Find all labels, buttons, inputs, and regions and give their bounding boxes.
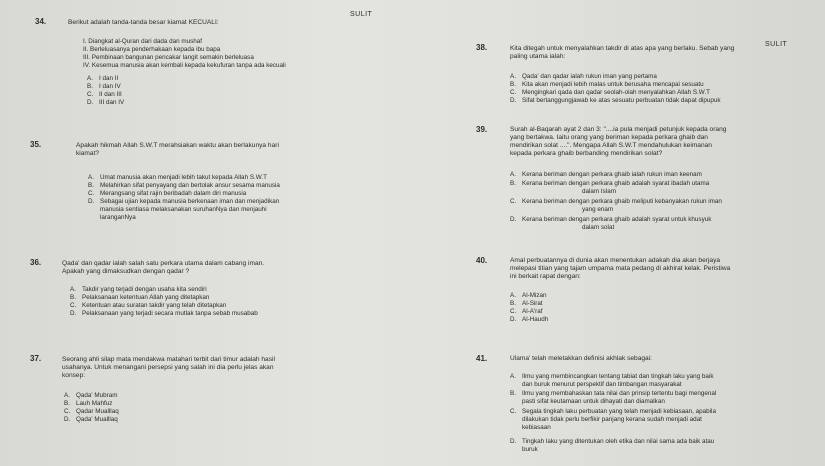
statement-item: I. Diangkat al-Quran dari dada dan mushaf	[83, 38, 203, 45]
option-text: Ilmu yang membahaskan tata nilai dan prinsip tertentu bagi mengenal	[522, 390, 717, 397]
option-text-continued: dan buruk menurut perspektif dan timbangan masyarakat	[522, 381, 682, 388]
answer-option[interactable]	[510, 89, 710, 96]
option-text-continued: dalam Islam	[582, 188, 616, 195]
option-key: D.	[70, 310, 77, 317]
option-text: Al-Mizan	[522, 292, 547, 299]
question-number: 38.	[476, 43, 488, 52]
option-key: A.	[70, 286, 76, 293]
option-key: B.	[510, 81, 516, 88]
option-text: Ilmu yang membincangkan tentang tabiat dan tingkah laku yang baik	[522, 373, 714, 380]
option-text-continued: yang enam	[582, 206, 614, 213]
answer-option[interactable]	[510, 73, 657, 80]
option-key: C.	[87, 91, 94, 98]
answer-option[interactable]	[70, 294, 209, 301]
option-key: B.	[70, 294, 76, 301]
answer-option[interactable]	[510, 390, 716, 397]
option-text: Al-Haudh	[522, 316, 549, 323]
answer-option[interactable]	[64, 392, 117, 399]
option-key: B.	[88, 182, 94, 189]
option-key: C.	[510, 89, 517, 96]
option-text: Kita akan menjadi lebih malas untuk berusaha mencapai sesuatu	[522, 81, 704, 88]
option-text: Lauh Mahfuz	[76, 400, 113, 407]
option-text: Sebagai ujian kepada manusia berkenaan iman dan menjadikan	[100, 198, 280, 205]
option-key: B.	[87, 83, 93, 90]
option-key: C.	[64, 408, 71, 415]
option-key: A.	[64, 392, 70, 399]
option-text-continued: pasti sifat keutamaan untuk dihayati dan diamalkan	[522, 398, 665, 405]
answer-option[interactable]	[510, 300, 543, 307]
option-key: A.	[510, 73, 516, 80]
option-key: B.	[510, 300, 516, 307]
option-text-continued: buruk	[522, 446, 538, 453]
question-number: 40.	[476, 256, 488, 265]
question-stem: Surah al-Baqarah ayat 2 dan 3: "....ia pula menjadi petunjuk kepada orang	[510, 126, 727, 133]
answer-option[interactable]	[510, 180, 709, 187]
question-stem: yang bertakwa. Iaitu orang yang beriman kepada perkara ghaib dan	[510, 134, 708, 141]
question-stem: melepasi titian yang tajam umpama mata pedang di akhirat kelak. Peristiwa	[510, 265, 731, 272]
question-stem: Qada' dan qadar ialah salah satu perkara utama dalam cabang iman.	[62, 260, 265, 267]
option-text: Tingkah laku yang ditentukan oleh etika dan nilai sama ada baik atau	[522, 438, 715, 445]
option-key: C.	[510, 198, 517, 205]
answer-option[interactable]	[510, 308, 542, 315]
answer-option[interactable]	[88, 182, 280, 189]
option-text-continued: manusia sentiasa melaksanakan suruhanNya dan menjauhi	[100, 206, 267, 213]
answer-option[interactable]	[510, 97, 721, 104]
question-stem: ini berkait rapat dengan:	[510, 273, 581, 280]
option-text: I dan IV	[99, 83, 121, 90]
page-header-right: SULIT	[765, 41, 788, 48]
question-stem: Amal perbuatannya di dunia akan menentukan adakah dia akan berjaya	[510, 257, 721, 264]
option-key: B.	[510, 180, 516, 187]
option-key: B.	[64, 400, 70, 407]
option-key: C.	[510, 308, 517, 315]
option-key: C.	[88, 190, 95, 197]
answer-option[interactable]	[64, 416, 118, 423]
option-text: II dan III	[99, 91, 122, 98]
option-text: Pelaksanaan ketentuan Allah yang ditetapkan	[82, 294, 210, 301]
option-text: Qada' Mualllaq	[76, 416, 118, 423]
option-text: Kerana beriman dengan perkara ghaib adalah syarat untuk khusyuk	[522, 216, 712, 223]
option-text: Pelaksanaan yang terjadi secara mutlak tanpa sebab musabab	[82, 310, 258, 317]
question-stem: kiamat?	[76, 150, 100, 157]
option-text: Kerana beriman dengan perkara ghaib ialah rukun iman keenam	[522, 171, 702, 178]
option-text: Qada' dan qadar ialah rukun iman yang pertama	[522, 73, 657, 80]
answer-option[interactable]	[70, 302, 226, 309]
question-number: 41.	[476, 354, 488, 363]
option-text: Al-A'raf	[522, 308, 543, 315]
answer-option[interactable]	[510, 171, 702, 178]
statement-item: III. Pembinaan bangunan pencakar langit semakin berleluasa	[83, 54, 254, 61]
option-key: D.	[87, 99, 94, 106]
question-stem: usahanya. Untuk menangani persepsi yang salah ini dia perlu jelas akan	[62, 364, 274, 371]
answer-option[interactable]	[510, 216, 711, 223]
question-stem: Apakah hikmah Allah S.W.T merahsiakan waktu akan berlakunya hari	[76, 142, 279, 149]
answer-option[interactable]	[87, 83, 121, 90]
option-text: Kerana beriman dengan perkara ghaib meliputi kebanyakan rukun iman	[522, 198, 722, 205]
question-stem: Seorang ahli silap mata mendakwa matahari terbit dari timur adalah hasil	[62, 356, 275, 363]
question-stem: Kita ditegah untuk menyalahkan takdir di atas apa yang berlaku. Sebab yang	[510, 45, 735, 52]
option-key: D.	[88, 198, 95, 205]
answer-option[interactable]	[510, 81, 704, 88]
option-key: A.	[87, 75, 93, 82]
answer-option[interactable]	[64, 408, 119, 415]
option-text: Mengingkari qada dan qadar seolah-olah menyalahkan Allah S.W.T	[522, 89, 710, 96]
question-number: 34.	[35, 17, 47, 26]
question-stem: paling utama ialah:	[510, 53, 566, 60]
answer-option[interactable]	[510, 316, 548, 323]
option-text-continued: dalam solat	[582, 224, 615, 231]
question-number: 39.	[476, 125, 488, 134]
question-stem: Apakah yang dimaksudkan dengan qadar ?	[62, 268, 190, 275]
option-text: Al-Sirat	[522, 300, 543, 307]
option-key: A.	[510, 373, 516, 380]
answer-option[interactable]	[87, 99, 124, 106]
option-text: Umat manusia akan menjadi lebih takut kepada Allah S.W.T	[100, 174, 267, 181]
option-text: Ketentuan atau suratan takdir yang telah ditetapkan	[82, 302, 227, 309]
option-key: A.	[510, 171, 516, 178]
option-text: Sifat bertanggungjawab ke atas sesuatu perbuatan tidak dapat dipupuk	[522, 97, 721, 104]
answer-option[interactable]	[510, 438, 714, 445]
answer-option[interactable]	[87, 91, 122, 98]
option-key: D.	[510, 97, 517, 104]
option-text: I dan II	[99, 75, 119, 82]
answer-option[interactable]	[510, 198, 722, 205]
answer-option[interactable]	[510, 408, 716, 415]
answer-option[interactable]	[70, 286, 207, 293]
question-stem: Berikut adalah tanda-tanda besar kiamat KECUALI:	[68, 19, 219, 26]
option-key: D.	[510, 216, 517, 223]
option-key: C.	[70, 302, 77, 309]
option-text-continued: kebiasaan	[522, 424, 551, 431]
answer-option[interactable]	[87, 75, 118, 82]
question-stem: mendirikan solat ....". Mengapa Allah S.W.T mendahulukan keimanan	[510, 142, 712, 149]
option-text: Merangsang sifat rajin beribadah dalam diri manusia	[100, 190, 247, 197]
statement-item: IV. Kesemua manusia akan kembali kepada kekufuran tanpa ada kecuali	[83, 62, 286, 69]
answer-option[interactable]	[88, 190, 246, 197]
answer-option[interactable]	[64, 400, 112, 407]
option-text: Takdir yang terjadi dengan usaha kita sendiri	[82, 286, 207, 293]
answer-option[interactable]	[88, 174, 267, 181]
question-stem: Ulama' telah meletakkan definisi akhlak sebagai:	[510, 355, 653, 362]
answer-option[interactable]	[510, 292, 547, 299]
answer-option[interactable]	[510, 373, 713, 380]
option-text: III dan IV	[99, 99, 125, 106]
answer-option[interactable]	[88, 198, 279, 205]
answer-option[interactable]	[70, 310, 258, 317]
option-text-continued: dilakukan tidak perlu berfikir panjang kerana sudah menjadi adat	[522, 416, 702, 423]
statement-item: II. Berleluasanya penderhakaan kepada ibu bapa	[83, 46, 221, 53]
option-key: D.	[510, 316, 517, 323]
option-key: D.	[64, 416, 71, 423]
question-number: 37.	[30, 354, 42, 363]
question-number: 35.	[30, 140, 42, 149]
page-header-left: SULIT	[350, 11, 373, 18]
option-text: Kerana beriman dengan perkara ghaib adalah syarat ibadah utama	[522, 180, 710, 187]
option-key: A.	[88, 174, 94, 181]
option-text: Qada' Mubram	[76, 392, 118, 399]
option-text: Segala tingkah laku perbuatan yang telah menjadi kebiasaan, apabila	[522, 408, 716, 415]
option-text: Melahirkan sifat penyayang dan bertolak ansur sesama manusia	[100, 182, 280, 189]
question-stem: konsep:	[62, 372, 86, 379]
question-stem: kepada perkara ghaib berbanding mendirikan solat?	[510, 150, 663, 157]
option-text: Qadar Mualllaq	[76, 408, 119, 415]
option-key: C.	[510, 408, 517, 415]
option-key: A.	[510, 292, 516, 299]
option-text-continued: laranganNya	[100, 214, 136, 221]
question-number: 36.	[30, 258, 42, 267]
option-key: B.	[510, 390, 516, 397]
option-key: D.	[510, 438, 517, 445]
